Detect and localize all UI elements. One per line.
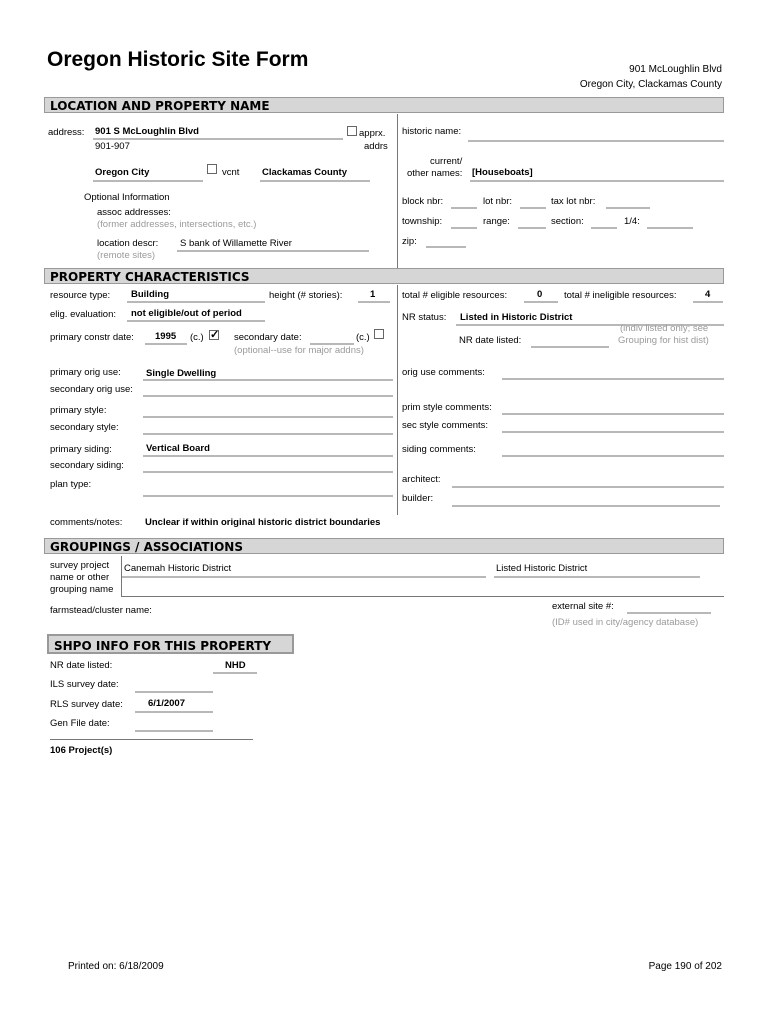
resource-type-underline — [127, 301, 265, 303]
city-value[interactable]: Oregon City — [95, 167, 150, 178]
other-names-value[interactable]: [Houseboats] — [472, 167, 533, 178]
elig-evaluation-label: elig. evaluation: — [50, 309, 117, 320]
tax-lot-label: tax lot nbr: — [551, 196, 596, 207]
section-underline — [591, 227, 617, 229]
indiv-hint2: Grouping for hist dist) — [618, 335, 709, 346]
genfile-underline — [135, 730, 213, 732]
county-value[interactable]: Clackamas County — [262, 167, 348, 178]
secondary-orig-use-underline — [143, 395, 393, 397]
township-label: township: — [402, 216, 443, 227]
primary-siding-value[interactable]: Vertical Board — [146, 443, 210, 454]
constr-date-underline — [145, 343, 187, 345]
zip-label: zip: — [402, 236, 417, 247]
approx-address-checkbox[interactable] — [347, 126, 357, 136]
ineligible-underline — [693, 301, 723, 303]
optional-info-label: Optional Information — [84, 192, 170, 203]
resource-type-label: resource type: — [50, 290, 111, 301]
indiv-hint1: (indiv listed only; see — [620, 323, 709, 334]
comments-value[interactable]: Unclear if within original historic district boundaries — [145, 517, 381, 528]
builder-underline — [452, 505, 720, 507]
quarter-label: 1/4: — [624, 216, 640, 227]
property-divider — [397, 285, 398, 515]
header-address-line1: 901 McLoughlin Blvd — [629, 64, 722, 75]
primary-siding-label: primary siding: — [50, 444, 112, 455]
sec-style-comments-label: sec style comments: — [402, 420, 489, 431]
eligible-label: total # eligible resources: — [402, 290, 508, 301]
assoc-addresses-hint: (former addresses, intersections, etc.) — [97, 219, 257, 230]
external-site-label: external site #: — [552, 601, 614, 612]
secondary-orig-use-label: secondary orig use: — [50, 384, 133, 395]
secondary-style-underline — [143, 433, 393, 435]
groupings-section-header: GROUPINGS / ASSOCIATIONS — [44, 538, 724, 554]
survey-status: Listed Historic District — [496, 563, 588, 574]
section-label: section: — [551, 216, 584, 227]
groupings-bottom-line — [121, 596, 724, 597]
orig-use-underline — [143, 379, 393, 381]
architect-label: architect: — [402, 474, 441, 485]
nr-status-value[interactable]: Listed in Historic District — [460, 312, 573, 323]
property-section-header: PROPERTY CHARACTERISTICS — [44, 268, 724, 284]
location-divider — [397, 114, 398, 268]
secondary-siding-underline — [143, 471, 393, 473]
survey-status-underline — [494, 576, 700, 578]
survey-value[interactable]: Canemah Historic District — [124, 563, 232, 574]
primary-style-underline — [143, 416, 393, 418]
prim-style-comments-label: prim style comments: — [402, 402, 492, 413]
siding-comments-label: siding comments: — [402, 444, 476, 455]
secondary-date-label: secondary date: — [234, 332, 302, 343]
current-label: current/ — [430, 156, 463, 167]
primary-siding-underline — [143, 455, 393, 457]
orig-use-comments-underline — [502, 378, 724, 380]
comments-label: comments/notes: — [50, 517, 123, 528]
plan-type-underline — [143, 495, 393, 497]
height-label: height (# stories): — [269, 290, 343, 301]
orig-use-comments-label: orig use comments: — [402, 367, 485, 378]
rls-value[interactable]: 6/1/2007 — [148, 698, 185, 709]
other-names-underline — [470, 180, 724, 182]
ils-underline — [135, 691, 213, 693]
projects-label: 106 Project(s) — [50, 745, 113, 756]
apprx-label: apprx. — [359, 128, 386, 139]
address-label: address: — [48, 127, 85, 138]
shpo-nr-date-value[interactable]: NHD — [225, 660, 246, 671]
address-value[interactable]: 901 S McLoughlin Blvd — [95, 126, 199, 137]
addrs-label: addrs — [364, 141, 388, 152]
location-descr-hint: (remote sites) — [97, 250, 156, 261]
plan-type-label: plan type: — [50, 479, 92, 490]
shpo-nr-date-label: NR date listed: — [50, 660, 113, 671]
ils-label: ILS survey date: — [50, 679, 119, 690]
genfile-label: Gen File date: — [50, 718, 110, 729]
external-site-hint: (ID# used in city/agency database) — [552, 617, 699, 628]
page-number: Page 190 of 202 — [648, 961, 722, 972]
block-nbr-underline — [451, 207, 477, 209]
tax-lot-underline — [606, 207, 650, 209]
header-address-line2: Oregon City, Clackamas County — [579, 79, 722, 90]
location-descr-value[interactable]: S bank of Willamette River — [180, 238, 292, 249]
county-underline — [260, 180, 370, 182]
location-section-header: LOCATION AND PROPERTY NAME — [44, 97, 724, 113]
printed-date: Printed on: 6/18/2009 — [68, 961, 164, 972]
historic-name-label: historic name: — [402, 126, 462, 137]
address-range: 901-907 — [95, 141, 130, 152]
form-title: Oregon Historic Site Form — [47, 48, 309, 71]
survey-underline — [122, 576, 486, 578]
primary-style-label: primary style: — [50, 405, 107, 416]
survey-label2: name or other — [50, 572, 110, 583]
projects-divider — [50, 739, 253, 740]
circa2-label: (c.) — [356, 332, 370, 343]
shpo-nr-date-underline — [213, 672, 257, 674]
resource-type-value[interactable]: Building — [131, 289, 169, 300]
elig-evaluation-value[interactable]: not eligible/out of period — [131, 308, 242, 319]
nr-date-label: NR date listed: — [459, 335, 522, 346]
circa-checkbox[interactable] — [209, 330, 219, 340]
ineligible-value[interactable]: 4 — [705, 289, 711, 300]
orig-use-label: primary orig use: — [50, 367, 121, 378]
orig-use-value[interactable]: Single Dwelling — [146, 368, 217, 379]
lot-nbr-label: lot nbr: — [483, 196, 513, 207]
sec-style-comments-underline — [502, 431, 724, 433]
builder-label: builder: — [402, 493, 434, 504]
farmstead-label: farmstead/cluster name: — [50, 605, 152, 616]
height-value[interactable]: 1 — [370, 289, 376, 300]
assoc-addresses-label: assoc addresses: — [97, 207, 171, 218]
height-underline — [358, 301, 390, 303]
rls-underline — [135, 711, 213, 713]
township-underline — [451, 227, 477, 229]
vcnt-label: vcnt — [222, 167, 240, 178]
vicinity-checkbox[interactable] — [207, 164, 217, 174]
circa2-checkbox[interactable] — [374, 329, 384, 339]
constr-date-value[interactable]: 1995 — [155, 331, 177, 342]
secondary-date-hint: (optional--use for major addns) — [234, 345, 364, 356]
prim-style-comments-underline — [502, 413, 724, 415]
secondary-siding-label: secondary siding: — [50, 460, 124, 471]
location-descr-underline — [177, 250, 369, 252]
historic-name-underline — [468, 140, 724, 142]
external-site-underline — [627, 612, 711, 614]
block-nbr-label: block nbr: — [402, 196, 444, 207]
address-underline — [93, 138, 343, 140]
architect-underline — [452, 486, 724, 488]
elig-evaluation-underline — [127, 320, 265, 322]
shpo-section-header: SHPO INFO FOR THIS PROPERTY — [47, 634, 294, 654]
constr-date-label: primary constr date: — [50, 332, 134, 343]
nr-status-label: NR status: — [402, 312, 447, 323]
eligible-value[interactable]: 0 — [537, 289, 543, 300]
secondary-style-label: secondary style: — [50, 422, 119, 433]
eligible-underline — [524, 301, 558, 303]
zip-underline — [426, 246, 466, 248]
range-label: range: — [483, 216, 510, 227]
rls-label: RLS survey date: — [50, 699, 123, 710]
city-underline — [93, 180, 203, 182]
circa-label: (c.) — [190, 332, 204, 343]
survey-label1: survey project — [50, 560, 110, 571]
location-descr-label: location descr: — [97, 238, 159, 249]
ineligible-label: total # ineligible resources: — [564, 290, 677, 301]
siding-comments-underline — [502, 455, 724, 457]
other-names-label: other names: — [407, 168, 463, 179]
quarter-underline — [647, 227, 693, 229]
range-underline — [518, 227, 546, 229]
lot-nbr-underline — [520, 207, 546, 209]
nr-date-underline — [531, 346, 609, 348]
survey-label3: grouping name — [50, 584, 114, 595]
